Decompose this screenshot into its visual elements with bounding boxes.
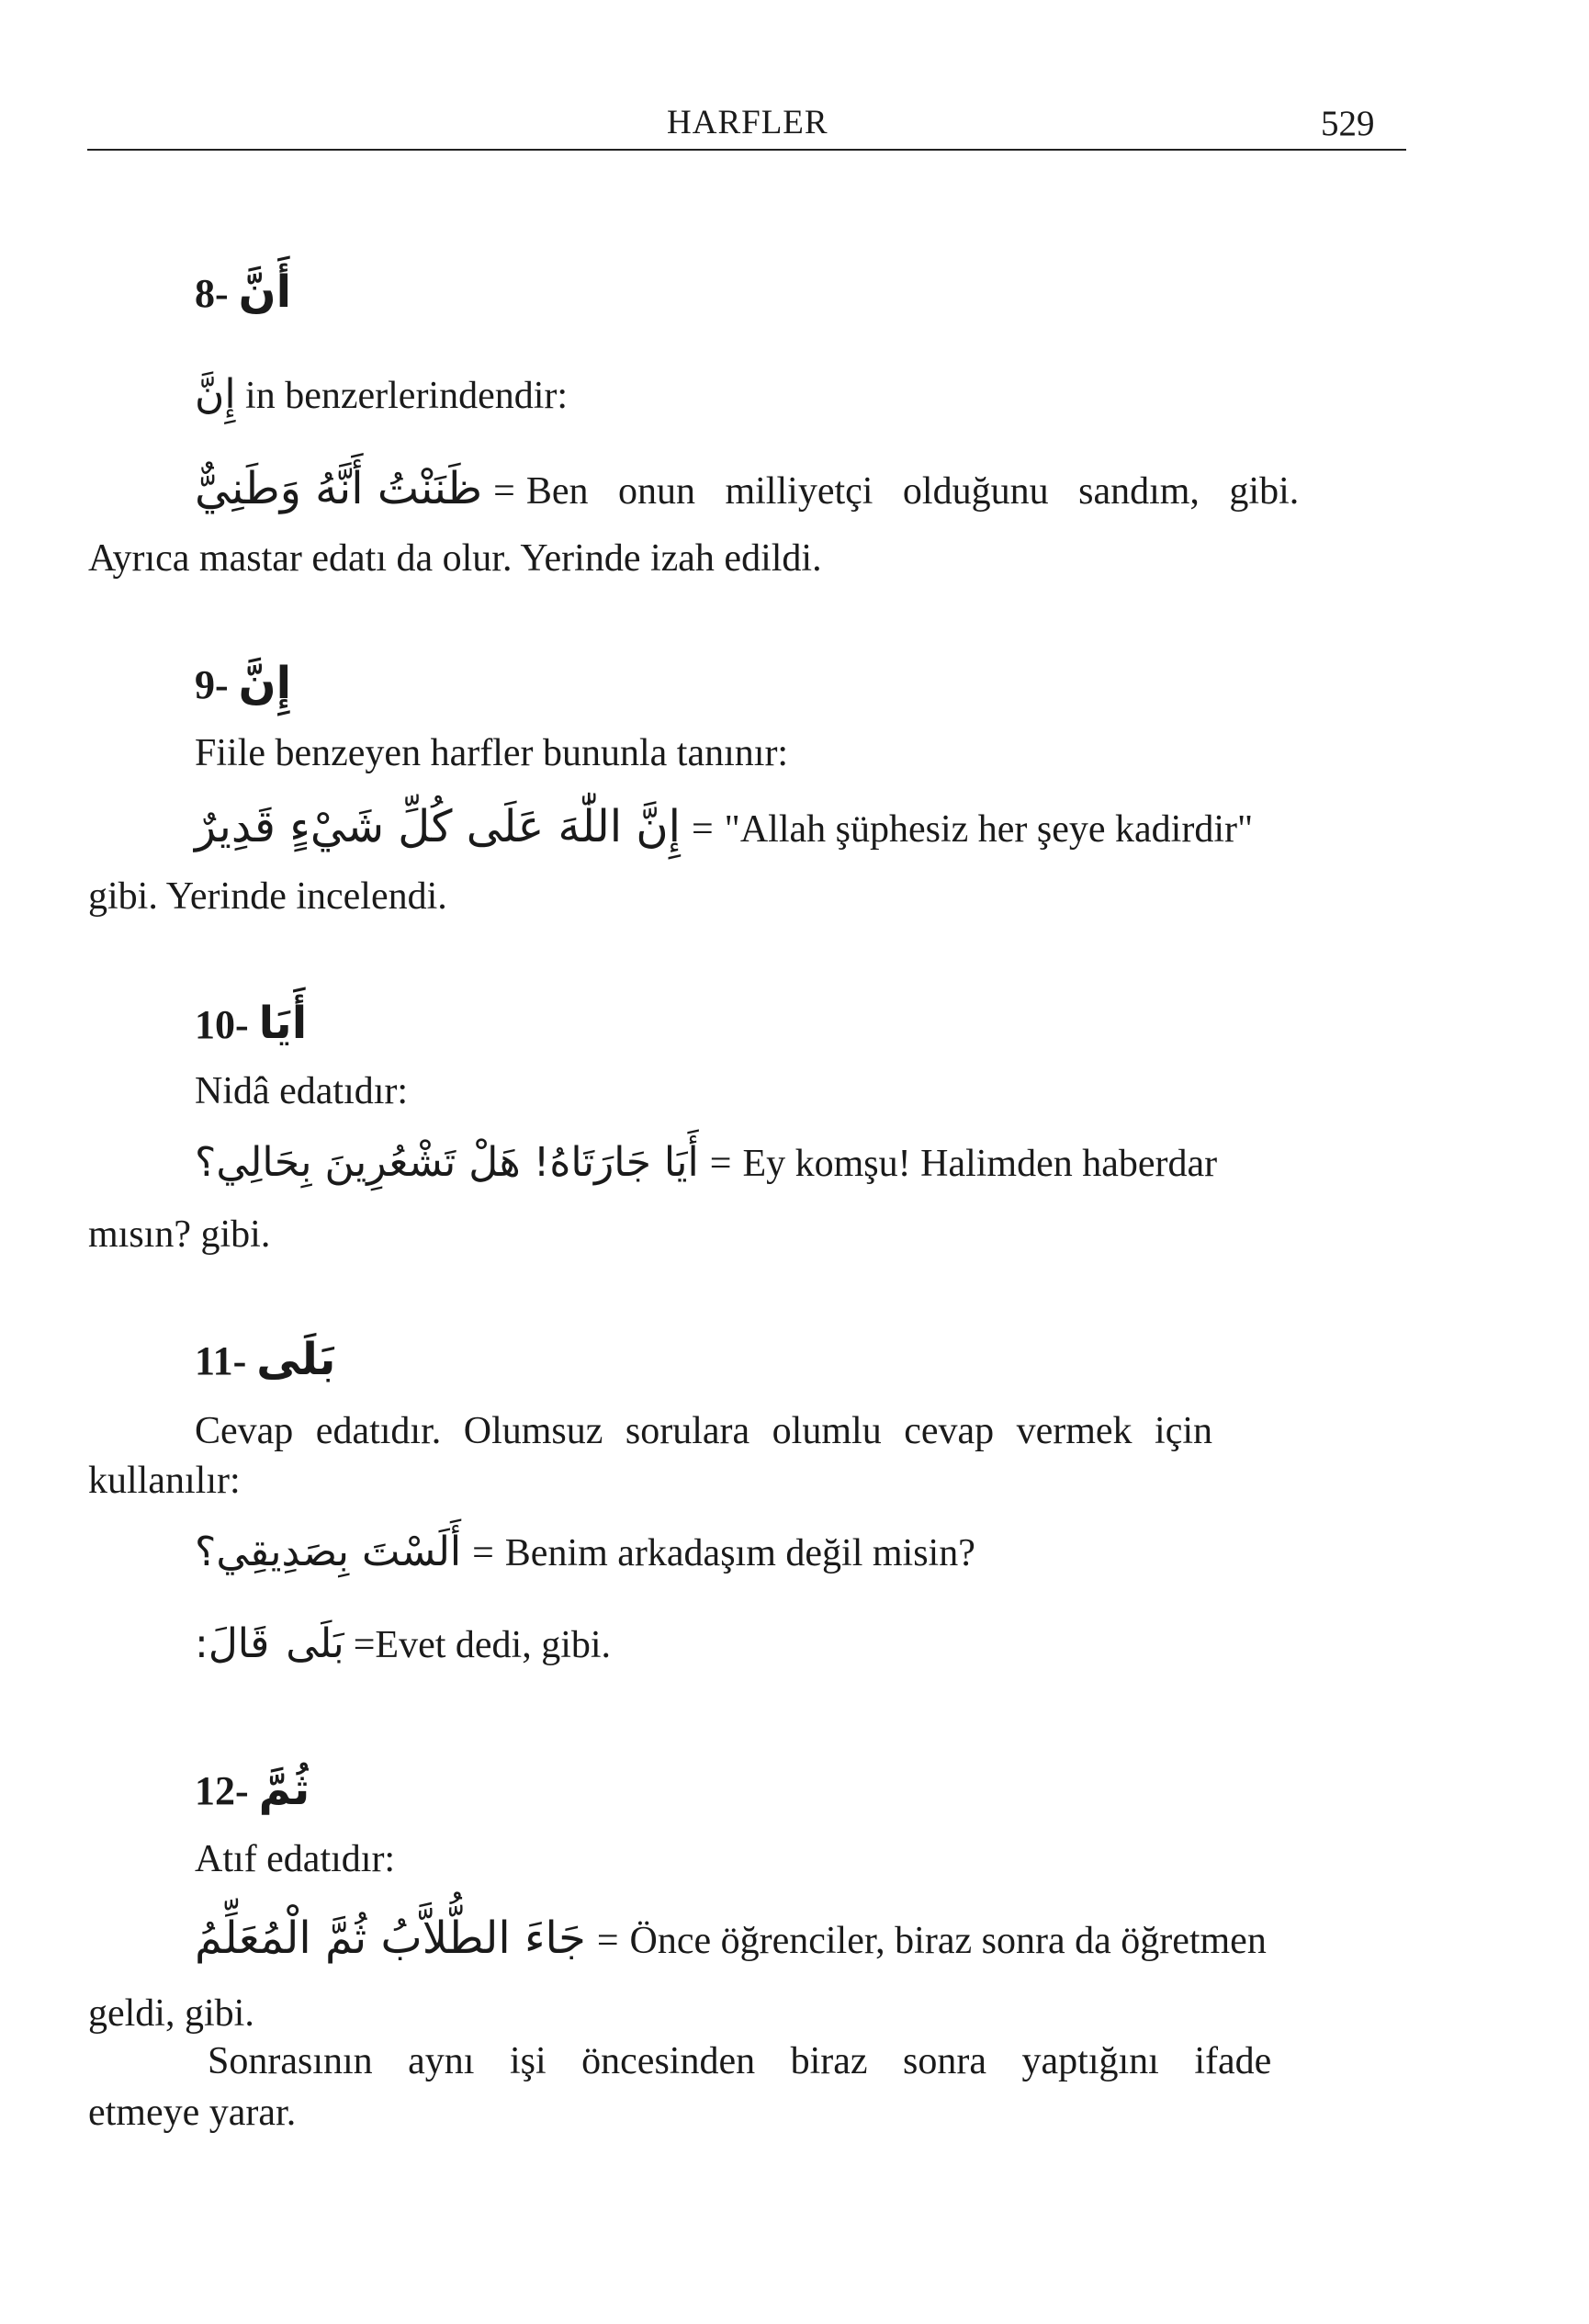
section-11-intro-line1: Cevap edatıdır. Olumsuz sorulara olumlu cevap vermek için <box>195 1410 1213 1452</box>
arabic-example: جَاءَ الطُّلاَّبُ ثُمَّ الْمُعَلِّمُ <box>195 1912 586 1964</box>
section-11-example-2 <box>195 1620 611 1667</box>
section-8-example <box>195 463 1405 514</box>
equals-sign: = <box>472 1532 494 1574</box>
section-number: 11- <box>195 1338 247 1383</box>
section-9-note: gibi. Yerinde incelendi. <box>88 875 447 918</box>
page-number: 529 <box>1321 104 1375 143</box>
intro-text: in benzerlerindendir: <box>245 375 569 417</box>
section-10-intro: Nidâ edatıdır: <box>195 1070 409 1112</box>
section-12-example <box>195 1912 1405 1964</box>
section-number: 9- <box>195 662 229 707</box>
section-8-heading <box>195 266 291 318</box>
translation-text: Ben onun milliyetçi olduğunu sandım, gibi. <box>525 470 1300 513</box>
equals-sign: = <box>596 1920 619 1962</box>
arabic-word: إِنَّ <box>195 371 236 418</box>
equals-sign: = <box>691 808 714 851</box>
section-8-intro <box>195 371 568 418</box>
section-12-paragraph-line2: etmeye yarar. <box>88 2092 297 2134</box>
section-11-example-1 <box>195 1529 975 1575</box>
header-rule <box>87 149 1406 151</box>
translation-text: Benim arkadaşım değil misin? <box>504 1532 975 1574</box>
section-12-intro: Atıf edatıdır: <box>195 1838 396 1880</box>
arabic-title: بَلَى <box>256 1334 336 1385</box>
arabic-title: ثُمَّ <box>258 1764 310 1815</box>
equals-sign: = <box>709 1143 732 1185</box>
arabic-title: أَيَا <box>258 998 308 1049</box>
arabic-example: أَلَسْتَ بِصَدِيقِي؟ <box>195 1529 462 1575</box>
arabic-title: أَنَّ <box>238 266 292 318</box>
section-8-note: Ayrıca mastar edatı da olur. Yerinde izah edildi. <box>88 537 822 580</box>
section-12-paragraph-line1: Sonrasının aynı işi öncesinden biraz sonra yaptığını ifade <box>208 2040 1272 2082</box>
section-number: 12- <box>195 1768 249 1813</box>
section-9-heading <box>195 658 291 709</box>
section-11-intro-line2: kullanılır: <box>88 1460 241 1502</box>
section-9-intro: Fiile benzeyen harfler bununla tanınır: <box>195 732 789 774</box>
section-10-note: mısın? gibi. <box>88 1213 271 1256</box>
section-number: 8- <box>195 271 229 316</box>
translation-text: Önce öğrenciler, biraz sonra da öğretmen <box>629 1920 1267 1962</box>
arabic-title: إِنَّ <box>238 658 292 709</box>
translation-text: "Allah şüphesiz her şeye kadirdir" <box>724 808 1254 851</box>
section-10-example <box>195 1139 1405 1186</box>
arabic-example: إِنَّ اللّٰهَ عَلَى كُلِّ شَيْءٍ قَدِيرٌ <box>195 801 681 852</box>
arabic-word-bala: بَلَى <box>286 1620 344 1667</box>
translation-text: Ey komşu! Halimden haberdar <box>742 1143 1218 1185</box>
section-12-heading <box>195 1764 310 1815</box>
translation-text: =Evet dedi, gibi. <box>353 1624 612 1666</box>
arabic-example: ظَنَنْتُ أَنَّهُ وَطَنِيٌّ <box>195 463 483 514</box>
section-number: 10- <box>195 1002 249 1047</box>
equals-sign: = <box>493 470 515 513</box>
section-10-heading <box>195 998 307 1049</box>
arabic-word-qala: قَالَ: <box>195 1620 270 1667</box>
section-12-note: geldi, gibi. <box>88 1992 254 2035</box>
running-header-title: HARFLER <box>667 104 828 141</box>
section-9-example <box>195 801 1405 852</box>
section-11-heading <box>195 1334 335 1385</box>
arabic-example: أَيَا جَارَتَاهُ! هَلْ تَشْعُرِينَ بِحَالِي؟ <box>195 1139 699 1186</box>
